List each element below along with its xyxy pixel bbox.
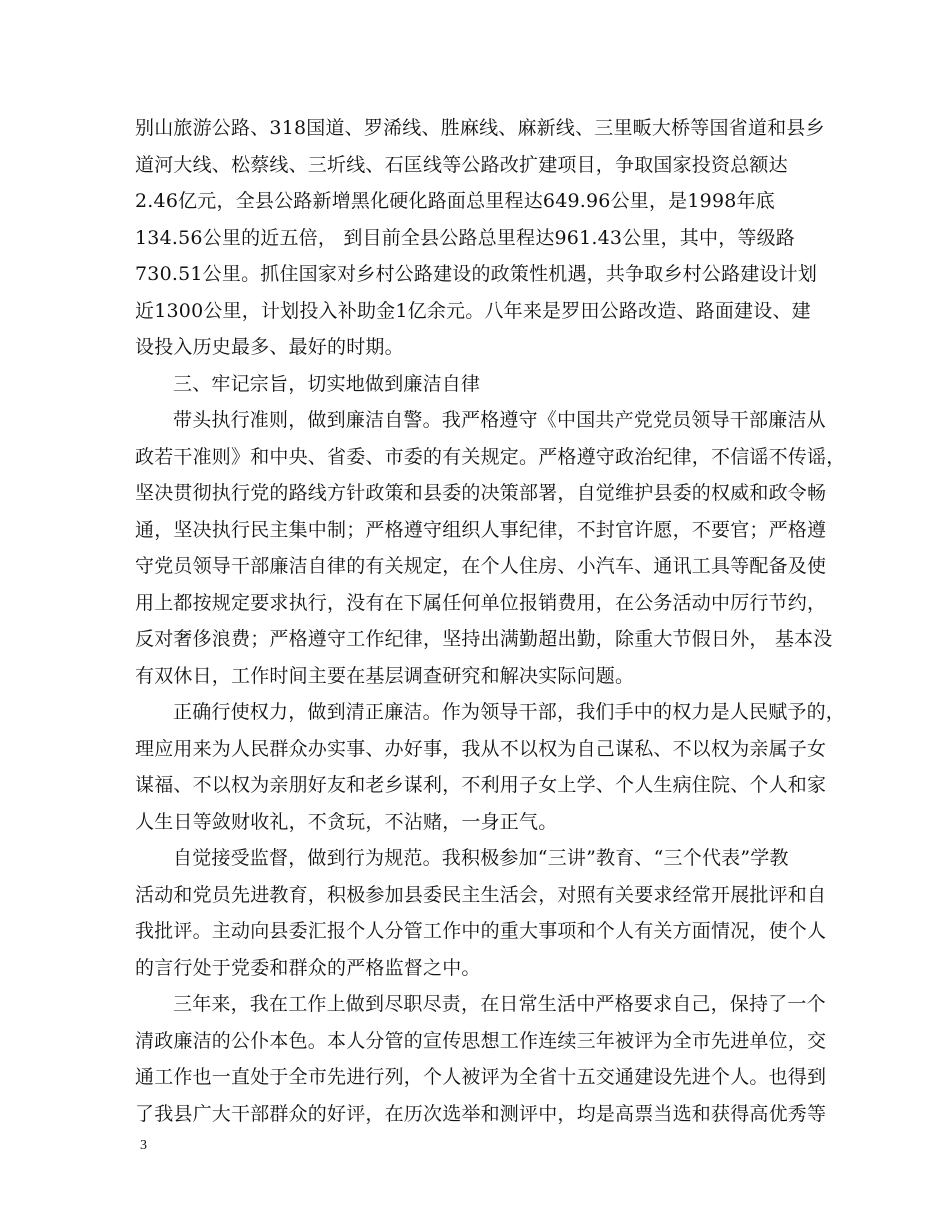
text-line: 理应用来为人民群众办实事、办好事，我从不以权为自己谋私、不以权为亲属子女: [135, 737, 827, 760]
text-line: 正确行使权力，做到清正廉洁。作为领导干部，我们手中的权力是人民赋予的，: [173, 701, 846, 723]
text-line: 近1300公里，计划投入补助金1亿余元。八年来是罗田公路改造、路面建设、建: [135, 299, 811, 322]
text-line: 通，坚决执行民主集中制；严格遵守组织人事纪律，不封官许愿，不要官；严格遵: [135, 518, 827, 541]
text-line: 带头执行准则，做到廉洁自警。我严格遵守《中国共产党党员领导干部廉洁从: [173, 409, 826, 431]
text-line: 活动和党员先进教育，积极参加县委民主生活会，对照有关要求经常开展批评和自: [135, 883, 827, 906]
text-line: 道河大线、松蔡线、三圻线、石匡线等公路改扩建项目，争取国家投资总额达: [135, 153, 788, 176]
text-line: 通工作也一直处于全市先进行列，个人被评为全省十五交通建设先进个人。也得到: [135, 1066, 827, 1088]
text-line: 守党员领导干部廉洁自律的有关规定，在个人住房、小汽车、通讯工具等配备及使: [135, 555, 827, 577]
text-line: 我批评。主动向县委汇报个人分管工作中的重大事项和个人有关方面情况，使个人: [135, 920, 827, 942]
text-line: 政若干准则》和中央、省委、市委的有关规定。严格遵守政治纪律，不信谣不传谣，: [135, 445, 846, 468]
document-body: [135, 110, 846, 1132]
text-line: 谋福、不以权为亲朋好友和老乡谋利，不利用子女上学、个人生病住院、个人和家: [135, 774, 827, 796]
text-line: 三年来，我在工作上做到尽职尽责，在日常生活中严格要求自己，保持了一个: [173, 993, 826, 1015]
text-line: 人生日等敛财收礼，不贪玩，不沾赌，一身正气。: [135, 810, 558, 833]
text-line: 坚决贯彻执行党的路线方针政策和县委的决策部署，自觉维护县委的权威和政令畅: [135, 482, 827, 504]
text-line: 三、牢记宗旨，切实地做到廉洁自律: [173, 372, 481, 395]
text-line: 设投入历史最多、最好的时期。: [135, 336, 404, 358]
text-line: 清政廉洁的公仆本色。本人分管的宣传思想工作连续三年被评为全市先进单位，交: [135, 1029, 827, 1052]
text-line: 134.56公里的近五倍， 到目前全县公路总里程达961.43公里，其中，等级路: [135, 226, 796, 249]
text-line: 别山旅游公路、318国道、罗浠线、胜麻线、麻新线、三里畈大桥等国省道和县乡: [135, 117, 825, 139]
text-line: 有双休日，工作时间主要在基层调查研究和解决实际问题。: [135, 664, 635, 687]
text-line: 2.46亿元，全县公路新增黑化硬化路面总里程达649.96公里，是1998年底: [135, 190, 775, 212]
text-line: 的言行处于党委和群众的严格监督之中。: [135, 956, 481, 979]
text-line: 反对奢侈浪费；严格遵守工作纪律，坚持出满勤超出勤，除重大节假日外， 基本没: [135, 628, 833, 650]
text-line: 自觉接受监督，做到行为规范。我积极参加“三讲”教育、“三个代表”学教: [173, 847, 789, 869]
text-line: 了我县广大干部群众的好评，在历次选举和测评中，均是高票当选和获得高优秀等: [135, 1102, 827, 1125]
text-line: 用上都按规定要求执行，没有在下属任何单位报销费用，在公务活动中厉行节约，: [135, 591, 827, 614]
page-number: 3: [140, 1138, 147, 1153]
text-line: 730.51公里。抓住国家对乡村公路建设的政策性机遇，共争取乡村公路建设计划: [135, 263, 818, 285]
